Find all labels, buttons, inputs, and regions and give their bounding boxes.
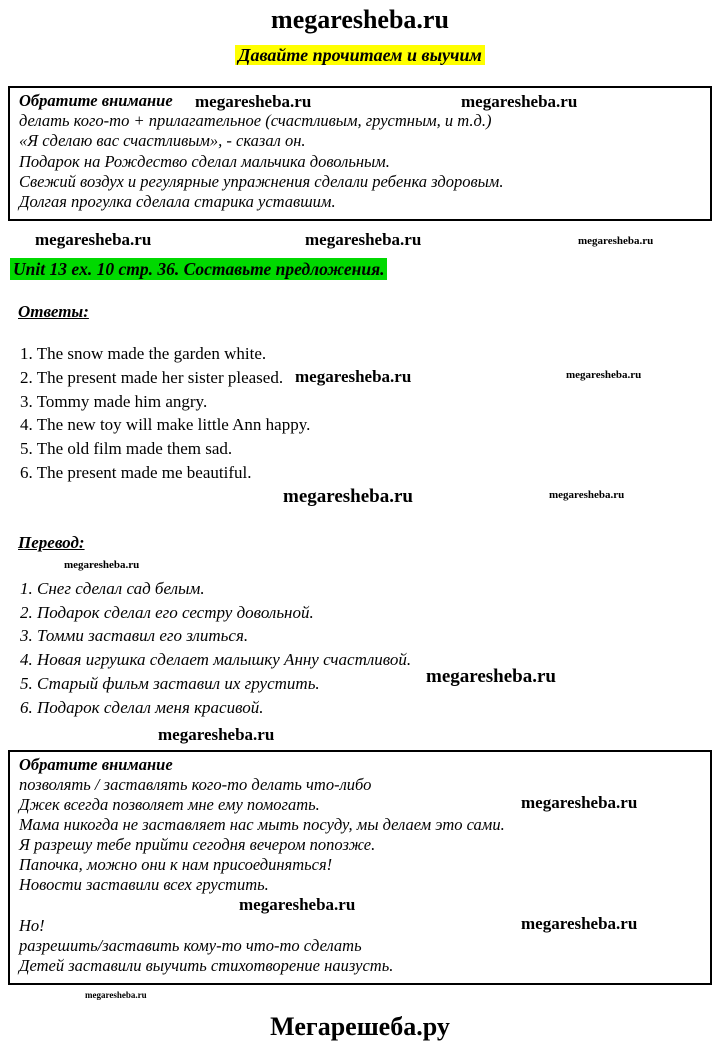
note-line [19, 792, 701, 815]
answer-item: 6. The present made me beautiful. [20, 462, 252, 482]
translation-item: 4. Новая игрушка сделает малышку Анну счастливой. [20, 650, 412, 670]
note-line: Подарок на Рождество сделал мальчика довольным. [19, 151, 390, 171]
footer-title: Мегарешеба.ру [270, 1012, 450, 1042]
watermark: megaresheba.ru [426, 665, 556, 687]
note-line: позволять / заставлять кого-то делать что-либо [19, 774, 372, 794]
translation-label: Перевод: [18, 532, 85, 552]
watermark: megaresheba.ru [195, 92, 312, 112]
unit-heading: Unit 13 ex. 10 стр. 36. Составьте предложения. [10, 258, 387, 280]
watermark-row [0, 985, 720, 1001]
note-line: Мама никогда не заставляет нас мыть посуду, мы делаем это сами. [19, 814, 505, 834]
translation-list [20, 577, 720, 720]
answer-item: 1. The snow made the garden white. [20, 343, 267, 363]
watermark: megaresheba.ru [578, 234, 654, 247]
lesson-heading-row [0, 45, 720, 66]
watermark: megaresheba.ru [64, 558, 140, 571]
note-box-2-title: Обратите внимание [19, 754, 173, 774]
watermark: megaresheba.ru [35, 229, 152, 249]
watermark-row [0, 221, 720, 259]
note-line: разрешить/заставить кому-то что-то сделать [19, 936, 362, 956]
watermark-row [0, 555, 720, 573]
watermark: megaresheba.ru [158, 724, 275, 744]
translation-item [20, 665, 720, 696]
answer-text: 2. The present made her sister pleased. [20, 367, 284, 387]
watermark: megaresheba.ru [295, 366, 412, 386]
note-text: Джек всегда позволяет мне ему помогать. [19, 794, 320, 814]
translation-item: 3. Томми заставил его злиться. [20, 626, 249, 646]
note-line: Новости заставили всех грустить. [19, 875, 269, 895]
note-box-1-title-row [19, 91, 701, 111]
note-box-1-title: Обратите внимание [19, 91, 173, 111]
watermark: megaresheba.ru [521, 914, 638, 934]
note-line: Долгая прогулка сделала старика уставшим. [19, 191, 336, 211]
watermark: megaresheba.ru [549, 488, 625, 501]
lesson-heading: Давайте прочитаем и выучим [235, 45, 485, 65]
translation-item: 1. Снег сделал сад белым. [20, 578, 205, 598]
note-text: Но! [19, 916, 45, 936]
site-title: megaresheba.ru [271, 5, 449, 34]
note-line [19, 916, 701, 936]
note-line: Я разрешу тебе прийти сегодня вечером попозже. [19, 835, 376, 854]
note-line: Детей заставили выучить стихотворение наизусть. [19, 956, 394, 976]
translation-item: 2. Подарок сделал его сестру довольной. [20, 602, 314, 622]
note-line: делать кого-то + прилагательное (счастливым, грустным, и т.д.) [19, 111, 492, 131]
answers-label: Ответы: [18, 301, 89, 321]
watermark: megaresheba.ru [521, 792, 638, 812]
translation-text: 5. Старый фильм заставил их грустить. [20, 673, 320, 693]
watermark: megaresheba.ru [566, 368, 642, 381]
answer-item [20, 366, 720, 390]
watermark: megaresheba.ru [305, 229, 422, 249]
answer-item: 5. The old film made them sad. [20, 439, 233, 459]
watermark-row [0, 485, 720, 511]
note-line: «Я сделаю вас счастливым», - сказал он. [19, 131, 306, 151]
watermark: megaresheba.ru [239, 895, 356, 915]
note-line: Свежий воздух и регулярные упражнения сделали ребенка здоровым. [19, 171, 504, 191]
watermark: megaresheba.ru [283, 485, 413, 507]
watermark-row [0, 720, 720, 750]
watermark-line [19, 895, 701, 916]
answers-list [20, 342, 720, 485]
note-box-1 [8, 86, 712, 221]
translation-item: 6. Подарок сделал меня красивой. [20, 697, 264, 717]
watermark: megaresheba.ru [85, 990, 147, 1001]
unit-heading-row [10, 259, 720, 280]
watermark: megaresheba.ru [461, 92, 578, 112]
note-line: Папочка, можно они к нам присоединяться! [19, 855, 333, 875]
answer-item: 4. The new toy will make little Ann happy. [20, 415, 311, 435]
note-box-2 [8, 750, 712, 986]
answer-item: 3. Tommy made him angry. [20, 391, 208, 411]
